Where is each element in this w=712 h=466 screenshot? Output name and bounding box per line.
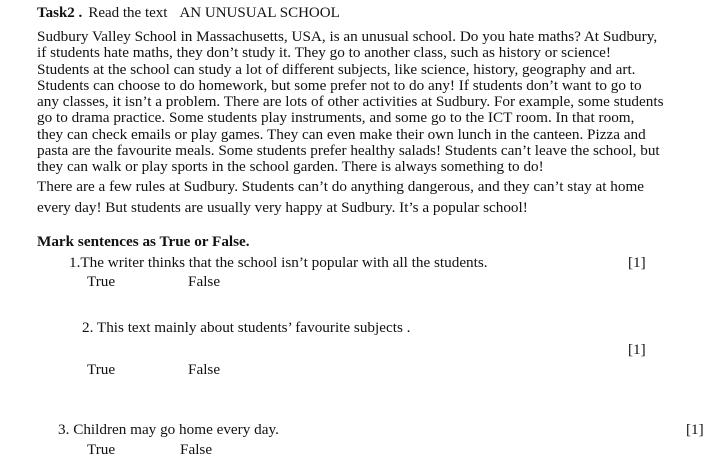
passage-line: they can check emails or play games. They can even make their own lunch in the canteen. Pizza and <box>37 125 646 143</box>
passage-line: they can walk or play sports in the school garden. There is always something to do! <box>37 158 544 176</box>
task-instruction: Read the text <box>88 5 168 21</box>
questions-heading: Mark sentences as True or False. <box>37 233 250 250</box>
passage-line: Sudbury Valley School in Massachusetts, USA, is an unusual school. Do you hate maths? At Sudbury, <box>37 28 658 45</box>
passage-line: There are a few rules at Sudbury. Students can’t do anything dangerous, and they can’t stay at home <box>37 177 645 195</box>
passage-line: Students can choose to do homework, but some prefer not to do any! If students don’t want to go to <box>37 76 642 94</box>
task-label: Task2 . <box>37 5 83 21</box>
question-1-true-option[interactable]: True <box>87 273 116 290</box>
passage-line: if students hate maths, they don’t study it. They go to another class, such as history or science! <box>37 44 611 62</box>
question-2-marks: [1] <box>628 341 646 358</box>
question-1-false-option[interactable]: False <box>188 273 221 290</box>
reading-passage <box>37 29 707 218</box>
question-3-text: 3. Children may go home every day. <box>58 421 279 438</box>
question-3-marks: [1] <box>686 421 704 438</box>
question-1-marks: [1] <box>628 254 646 271</box>
passage-line: go to drama practice. Some students play instruments, and some go to the ICT room. In that room, <box>37 109 635 127</box>
question-2-false-option[interactable]: False <box>188 361 221 378</box>
question-3-true-option[interactable]: True <box>87 441 116 458</box>
passage-line: any classes, it isn’t a problem. There are lots of other activities at Sudbury. For example, some students <box>37 93 664 111</box>
passage-line: pasta are the favourite meals. Some students prefer healthy salads! Students can’t leave the school, but <box>37 142 660 160</box>
question-2-true-option[interactable]: True <box>87 361 116 378</box>
task-title: AN UNUSUAL SCHOOL <box>179 5 340 21</box>
question-1-text: 1.The writer thinks that the school isn’t popular with all the students. <box>69 254 488 271</box>
question-3-false-option[interactable]: False <box>180 441 213 458</box>
passage-line: every day! But students are usually very happy at Sudbury. It’s a popular school! <box>37 198 528 216</box>
task-header <box>37 5 340 22</box>
passage-line: Students at the school can study a lot of different subjects, like science, history, geography and art. <box>37 60 636 78</box>
question-2-text: 2. This text mainly about students’ favourite subjects . <box>82 319 411 336</box>
